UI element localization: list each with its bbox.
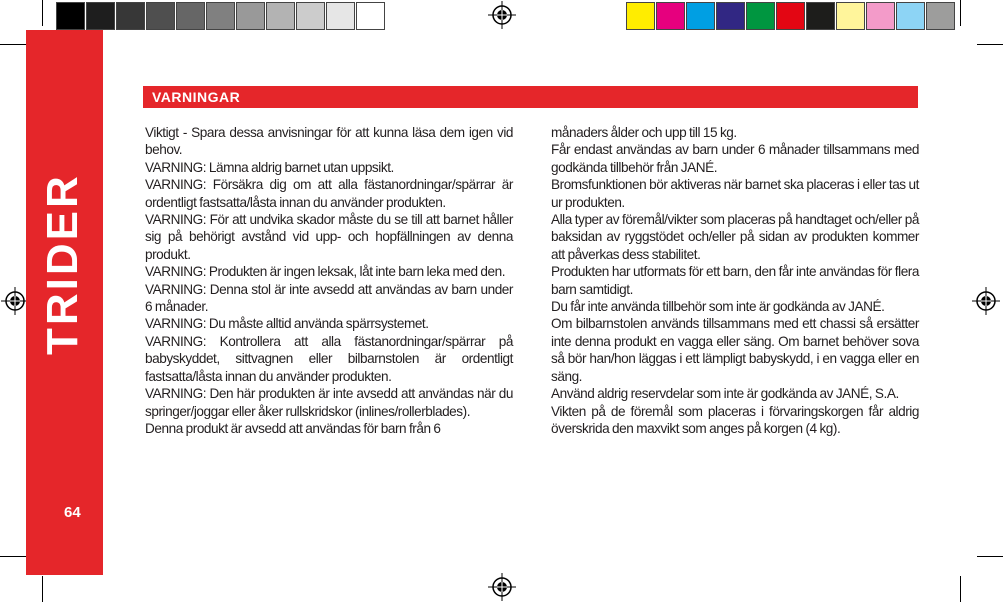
color-swatch	[266, 2, 295, 30]
color-swatch	[656, 2, 685, 30]
color-swatch	[746, 2, 775, 30]
paragraph: Vikten på de föremål som placeras i förvaringskorgen får aldrig överskrida den maxvikt som anges på korgen (4 kg).	[551, 403, 919, 436]
gray-color-bar	[56, 2, 386, 30]
section-title: VARNINGAR	[152, 89, 241, 105]
right-text-column	[551, 124, 919, 437]
color-swatch	[866, 2, 895, 30]
page-number: 64	[64, 504, 81, 521]
color-swatch	[836, 2, 865, 30]
paragraph: Får endast användas av barn under 6 månader tillsammans med godkända tillbehör från JANÉ.	[551, 142, 919, 175]
color-swatch	[716, 2, 745, 30]
crop-mark-top-left-v	[42, 0, 43, 26]
color-swatch	[236, 2, 265, 30]
paragraph: VARNING: Den här produkten är inte avsedd att användas när du springer/joggar eller åker rullskridskor (inlines/rollerblades).	[145, 386, 513, 419]
color-swatch	[146, 2, 175, 30]
paragraph: VARNING: Produkten är ingen leksak, låt inte barn leka med den.	[145, 264, 506, 280]
process-color-bar	[626, 2, 956, 30]
paragraph: Du får inte använda tillbehör som inte är godkända av JANÉ.	[551, 299, 885, 315]
color-swatch	[206, 2, 235, 30]
color-swatch	[116, 2, 145, 30]
crop-mark-bottom-left-h	[0, 556, 26, 557]
registration-mark-icon-left	[1, 287, 29, 315]
paragraph: VARNING: Försäkra dig om att alla fästanordningar/spärrar är ordentligt fastsatta/låsta innan du använder produkten.	[145, 177, 513, 210]
color-swatch	[926, 2, 955, 30]
paragraph: VARNING: Denna stol är inte avsedd att användas av barn under 6 månader.	[145, 281, 513, 315]
paragraph: Viktigt - Spara dessa anvisningar för att kunna läsa dem igen vid behov.	[145, 125, 513, 158]
paragraph: VARNING: Kontrollera att alla fästanordningar/spärrar på babyskyddet, sittvagnen eller bilbarnstolen är ordentligt fastsatta/låsta innan du använder produkten.	[145, 333, 513, 384]
crop-mark-top-left-h	[0, 44, 26, 45]
registration-mark-icon-top	[488, 1, 516, 29]
paragraph: Denna produkt är avsedd att användas för barn från 6	[145, 420, 441, 436]
crop-mark-top-right-v	[960, 0, 961, 26]
paragraph: VARNING: För att undvika skador måste du se till att barnet håller sig på behörigt avstånd vid upp- och hopfällningen av denna produkt.	[145, 212, 513, 262]
paragraph: Alla typer av föremål/vikter som placeras på handtaget och/eller på baksidan av ryggstödet och/eller på sidan av produkten kommer att påverkas dess stabilitet.	[551, 212, 919, 262]
color-swatch	[686, 2, 715, 30]
crop-mark-bottom-right-h	[977, 556, 1003, 557]
paragraph: Produkten har utformats för ett barn, den får inte användas för flera barn samtidigt.	[551, 264, 919, 297]
paragraph: månaders ålder och upp till 15 kg.	[551, 125, 737, 140]
section-header-bar	[143, 86, 918, 108]
registration-mark-icon-bottom	[488, 573, 516, 601]
paragraph: Bromsfunktionen bör aktiveras när barnet ska placeras i eller tas ut ur produkten.	[551, 177, 919, 210]
color-swatch	[626, 2, 655, 30]
color-swatch	[776, 2, 805, 30]
color-swatch	[356, 2, 385, 30]
color-swatch	[86, 2, 115, 30]
color-swatch	[176, 2, 205, 30]
paragraph: Använd aldrig reservdelar som inte är godkända av JANÉ, S.A.	[551, 386, 899, 402]
color-swatch	[56, 2, 85, 30]
paragraph: VARNING: Du måste alltid använda spärrsystemet.	[145, 316, 429, 332]
color-swatch	[806, 2, 835, 30]
crop-mark-bottom-left-v	[42, 576, 43, 602]
paragraph: Om bilbarnstolen används tillsammans med ett chassi så ersätter inte denna produkt en vagga eller säng. Om barnet behöver sova så bör han/hon läggas i ett lämpligt babyskydd, i en vagga eller en säng.	[551, 316, 919, 384]
brand-title: TRIDER	[38, 173, 87, 355]
color-swatch	[296, 2, 325, 30]
paragraph: VARNING: Lämna aldrig barnet utan uppsikt.	[145, 159, 394, 175]
crop-mark-bottom-right-v	[960, 576, 961, 602]
crop-mark-top-right-h	[977, 44, 1003, 45]
left-text-column	[145, 124, 513, 437]
registration-mark-icon-right	[972, 287, 1000, 315]
color-swatch	[326, 2, 355, 30]
color-swatch	[896, 2, 925, 30]
